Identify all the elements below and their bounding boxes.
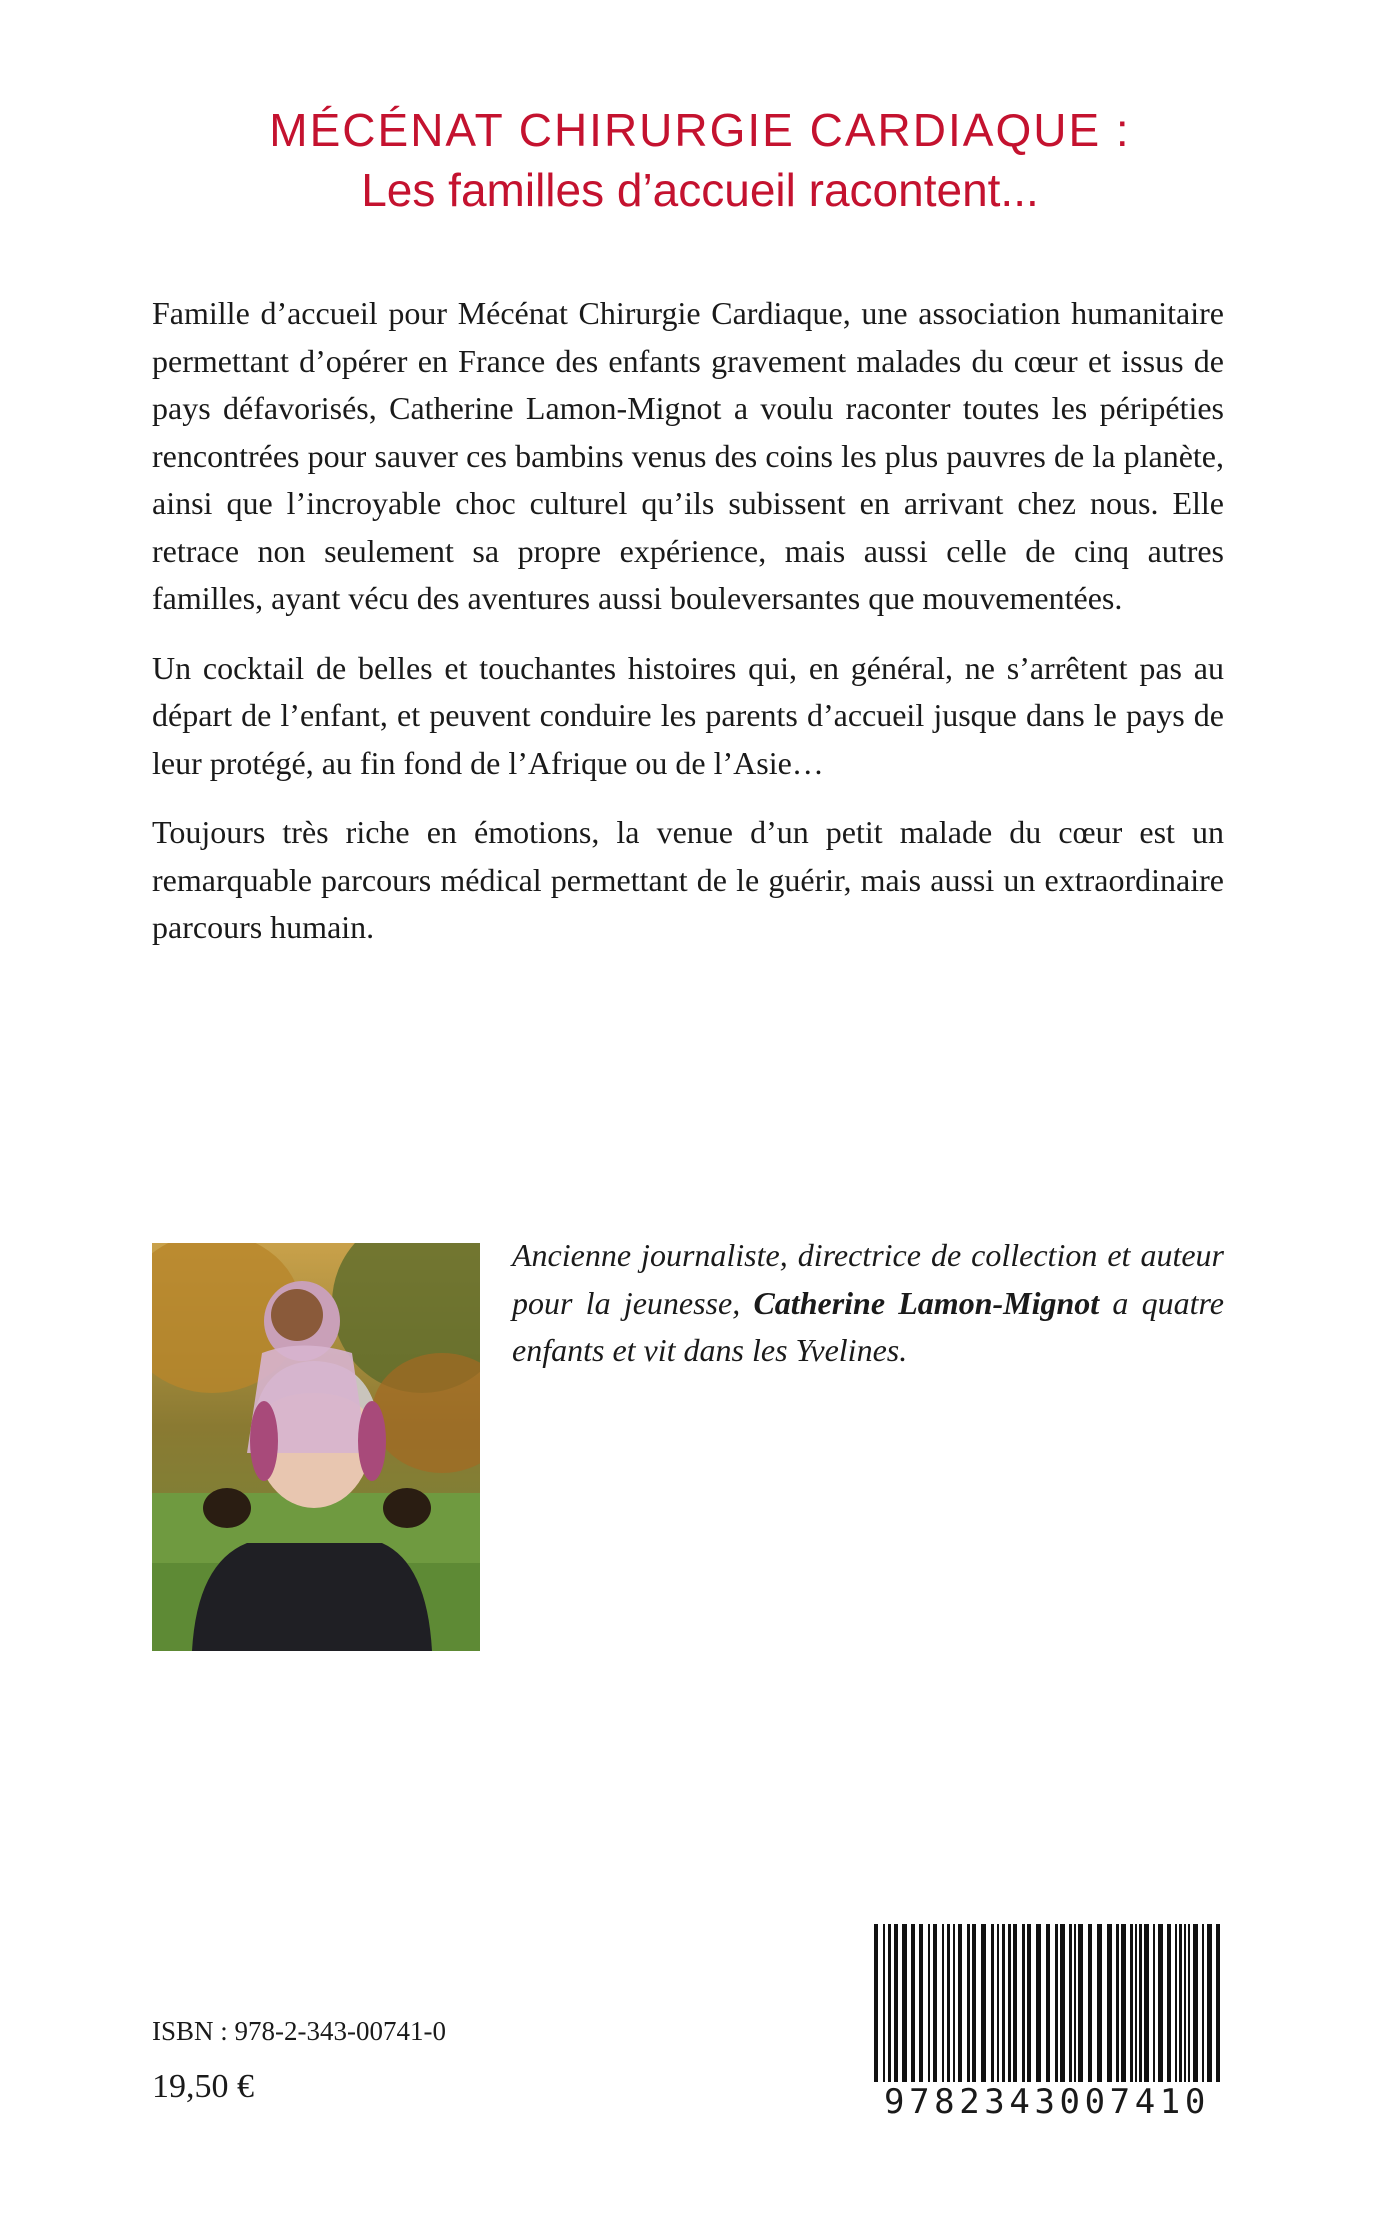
author-bio-ending: a quatre enfants et vit dans les Yvelines.	[512, 1284, 1225, 1368]
barcode-bar	[1013, 1924, 1017, 2084]
barcode-bar	[1202, 1924, 1204, 2084]
barcode-bar	[1116, 1924, 1119, 2084]
barcode-bar	[1097, 1924, 1102, 2084]
author-name: Catherine Lamon-Mignot	[753, 1284, 1100, 1321]
barcode-bar	[1139, 1924, 1142, 2084]
barcode-bar	[967, 1924, 970, 2084]
barcode-bar	[1207, 1924, 1212, 2084]
barcode-bar	[888, 1924, 891, 2084]
barcode-bar	[1175, 1924, 1177, 2084]
author-bio	[512, 1232, 1224, 1375]
description-paragraph-2: Un cocktail de belles et touchantes histoires qui, en général, ne s’arrêtent pas au départ de l’enfant, et peuvent conduire les parents d’accueil jusque dans le pays de leur protégé, au fin fond de l’Afrique ou de l’Asie…	[152, 649, 1224, 781]
barcode-bar	[1055, 1924, 1058, 2084]
barcode-bar	[1036, 1924, 1041, 2084]
barcode-bar	[911, 1924, 915, 2084]
barcode-bar	[919, 1924, 923, 2084]
barcode-bar	[972, 1924, 976, 2084]
cover-title-block	[0, 100, 1400, 220]
barcode-bar	[1184, 1924, 1186, 2084]
description-paragraph-3: Toujours très riche en émotions, la venue d’un petit malade du cœur est un remarquable parcours médical permettant de le guérir, mais aussi un extraordinaire parcours humain.	[152, 814, 1224, 945]
barcode-bar	[1144, 1924, 1149, 2084]
barcode-bar	[1078, 1924, 1083, 2084]
barcode-bar	[1193, 1924, 1198, 2084]
description-paragraph-1: Famille d’accueil pour Mécénat Chirurgie Cardiaque, une association humanitaire permettant d’opérer en France des enfants gravement malades du cœur et issus de pays défavorisés, Catherine Lamon-Mignot a voulu raconter toutes les péripéties rencontrées pour sauver ces bambins venus des coins les plus pauvres de la planète, ainsi que l’incroyable choc culturel qu’ils subissent en arrivant chez nous. Elle retrace non seulement sa propre expérience, mais aussi celle de cinq autres familles, ayant vécu des aventures aussi bouleversantes que mouvementées.	[152, 295, 1224, 616]
author-photo-illustration	[152, 1243, 480, 1651]
barcode-bar	[1060, 1924, 1065, 2084]
barcode-bar	[947, 1924, 950, 2084]
barcode-bar	[1002, 1924, 1005, 2084]
barcode-bar	[1008, 1924, 1011, 2084]
barcode-bar	[991, 1924, 994, 2084]
barcode-bar	[997, 1924, 999, 2084]
barcode-bar	[1167, 1924, 1171, 2084]
barcode-bar	[902, 1924, 907, 2084]
barcode-bar	[953, 1924, 955, 2084]
barcode-bar	[1135, 1924, 1137, 2084]
barcode-bar	[1027, 1924, 1031, 2084]
barcode-digits: 9782343007410	[868, 2082, 1226, 2122]
barcode-bar	[1188, 1924, 1190, 2084]
price-label: 19,50 €	[152, 2068, 254, 2105]
barcode-bar	[1179, 1924, 1182, 2084]
barcode-bar	[1088, 1924, 1092, 2084]
barcode-bar	[1158, 1924, 1163, 2084]
book-subtitle: Les familles d’accueil racontent...	[361, 164, 1039, 216]
barcode-bar	[894, 1924, 898, 2084]
book-title: MÉCÉNAT CHIRURGIE CARDIAQUE :	[269, 104, 1131, 156]
isbn-label: ISBN : 978-2-343-00741-0	[152, 2016, 446, 2046]
barcode-bar	[1107, 1924, 1112, 2084]
back-cover-description	[152, 290, 1224, 974]
barcode-bar	[1121, 1924, 1126, 2084]
author-bio-intro: Ancienne journaliste, directrice de collection et auteur pour la jeunesse,	[512, 1237, 1224, 1321]
barcode-bar	[933, 1924, 937, 2084]
barcode-bar	[1046, 1924, 1050, 2084]
barcode-bar	[1074, 1924, 1076, 2084]
barcode-bar	[958, 1924, 962, 2084]
barcode-bar	[942, 1924, 944, 2084]
barcode-bar	[981, 1924, 986, 2084]
author-photo	[152, 1243, 480, 1651]
barcode-bar	[1069, 1924, 1072, 2084]
barcode-bar	[1153, 1924, 1155, 2084]
